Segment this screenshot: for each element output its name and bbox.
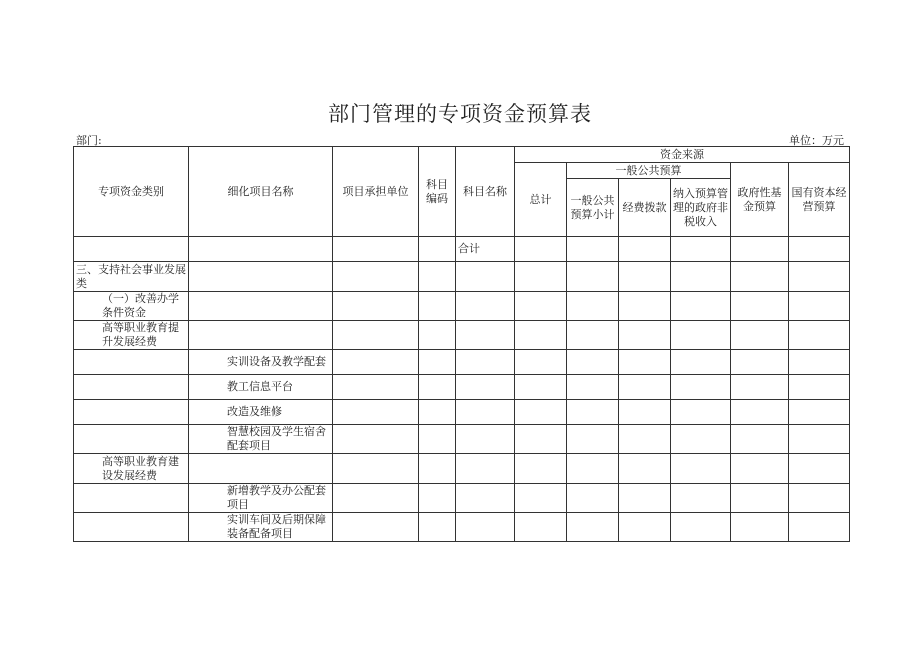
table-row (74, 321, 850, 350)
header-general-subtotal: 一般公共预算小计 (567, 179, 619, 237)
table-row (74, 237, 850, 262)
item-cell: 实训设备及教学配套 (189, 350, 333, 375)
category-cell: 高等职业教育建设发展经费 (74, 454, 189, 484)
header-subject-name: 科目名称 (456, 147, 515, 237)
item-cell: 实训车间及后期保障装备配备项目 (189, 513, 333, 542)
header-state-capital: 国有资本经营预算 (789, 163, 850, 237)
page-title: 部门管理的专项资金预算表 (328, 102, 592, 126)
total-row-label: 合计 (456, 237, 515, 262)
header-non-tax: 纳入预算管理的政府非税收入 (671, 179, 731, 237)
header-general-budget: 一般公共预算 (567, 163, 731, 179)
item-cell: 新增教学及办公配套项目 (189, 484, 333, 513)
header-total: 总计 (515, 163, 567, 237)
item-cell: 改造及维修 (189, 400, 333, 425)
category-cell: （一）改善办学条件资金 (74, 292, 189, 321)
header-category: 专项资金类别 (74, 147, 189, 237)
header-responsible-unit: 项目承担单位 (333, 147, 419, 237)
table-row (74, 400, 850, 425)
item-cell: 智慧校园及学生宿舍配套项目 (189, 425, 333, 454)
category-cell: 高等职业教育提升发展经费 (74, 321, 189, 350)
table-row (74, 375, 850, 400)
table-row (74, 292, 850, 321)
table-row (74, 262, 850, 292)
table-row (74, 350, 850, 375)
budget-table (73, 146, 850, 542)
header-gov-fund: 政府性基金预算 (731, 163, 789, 237)
table-row (74, 513, 850, 542)
department-label: 部门: (76, 134, 102, 147)
header-subject-code: 科目编码 (419, 147, 456, 237)
item-cell: 教工信息平台 (189, 375, 333, 400)
header-funds-source: 资金来源 (515, 147, 850, 163)
header-item-name: 细化项目名称 (189, 147, 333, 237)
unit-label: 单位：万元 (789, 134, 844, 147)
header-appropriation: 经费拨款 (619, 179, 671, 237)
table-row (74, 484, 850, 513)
category-cell: 三、支持社会事业发展类 (74, 262, 189, 292)
table-row (74, 425, 850, 454)
table-row (74, 454, 850, 484)
